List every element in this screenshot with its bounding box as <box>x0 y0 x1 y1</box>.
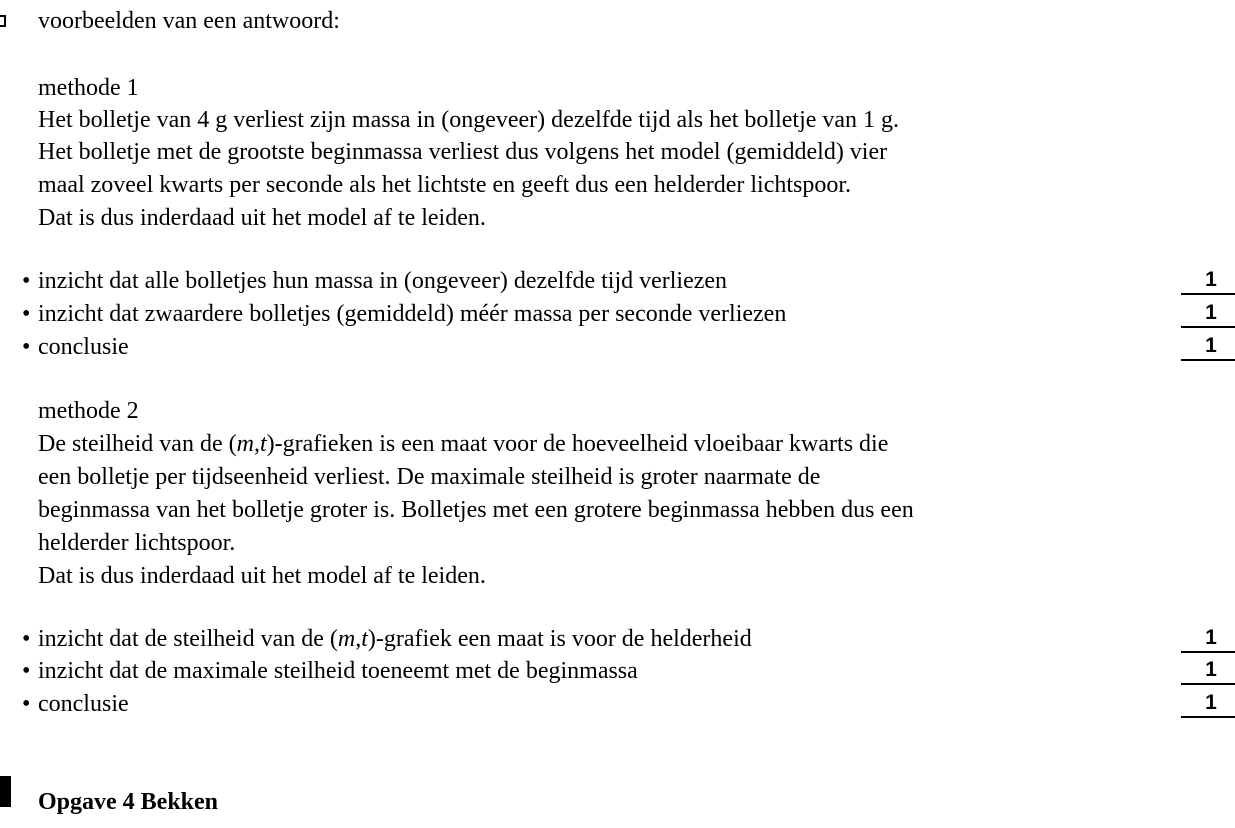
bullet: • <box>22 626 31 652</box>
bullet: • <box>22 691 31 717</box>
method1-criterion <box>22 265 727 297</box>
method2-criterion <box>22 623 752 655</box>
method2-line: Dat is dus inderdaad uit het model af te leiden. <box>38 563 486 589</box>
criterion-text: inzicht dat zwaardere bolletjes (gemiddeld) méér massa per seconde verliezen <box>38 301 787 327</box>
text-segment: , <box>355 626 362 652</box>
text-segment: inzicht dat de steilheid van de ( <box>38 626 338 652</box>
math-variable-t: t <box>361 626 368 652</box>
method2-criterion <box>22 688 129 720</box>
method2-line: een bolletje per tijdseenheid verliest. De maximale steilheid is groter naarmate de <box>38 464 821 490</box>
score-points: 1 <box>1181 691 1235 718</box>
section-marker-bar <box>0 776 11 807</box>
math-variable-t: t <box>259 431 267 457</box>
text-segment: , <box>253 431 260 457</box>
math-variable-m: m <box>236 431 254 457</box>
bullet: • <box>22 334 31 360</box>
method1-criterion <box>22 331 129 363</box>
method1-line: Dat is dus inderdaad uit het model af te leiden. <box>38 205 486 231</box>
bullet: • <box>22 301 31 327</box>
text-segment: )-grafiek een maat is voor de helderheid <box>367 626 752 652</box>
section-title: Opgave 4 Bekken <box>38 789 219 815</box>
intro-text: voorbeelden van een antwoord: <box>38 8 340 34</box>
criterion-text: conclusie <box>38 691 129 717</box>
score-points: 1 <box>1181 658 1235 685</box>
criterion-text: conclusie <box>38 334 129 360</box>
method1-heading: methode 1 <box>38 75 139 101</box>
bullet: • <box>22 658 31 684</box>
method2-line: beginmassa van het bolletje groter is. Bolletjes met een grotere beginmassa hebben dus een <box>38 497 914 523</box>
method2-criterion <box>22 655 638 687</box>
text-segment: De steilheid van de ( <box>38 431 237 457</box>
criterion-text: inzicht dat de maximale steilheid toeneemt met de beginmassa <box>38 658 638 684</box>
math-variable-m: m <box>337 626 356 652</box>
method1-line: maal zoveel kwarts per seconde als het lichtste en geeft dus een helderder lichtspoor. <box>38 172 852 198</box>
score-points: 1 <box>1181 626 1235 653</box>
method1-line: Het bolletje van 4 g verliest zijn massa in (ongeveer) dezelfde tijd als het bolletje van 1 g. <box>38 107 900 133</box>
method2-line <box>38 428 888 460</box>
bullet: • <box>22 268 31 294</box>
method2-line: helderder lichtspoor. <box>38 530 236 556</box>
score-points: 1 <box>1181 301 1235 328</box>
text-segment: )-grafieken is een maat voor de hoeveelheid vloeibaar kwarts die <box>266 431 889 457</box>
score-points: 1 <box>1181 268 1235 295</box>
score-points: 1 <box>1181 334 1235 361</box>
criterion-text: inzicht dat alle bolletjes hun massa in (ongeveer) dezelfde tijd verliezen <box>38 268 728 294</box>
method2-heading: methode 2 <box>38 398 139 424</box>
method1-line: Het bolletje met de grootste beginmassa verliest dus volgens het model (gemiddeld) vier <box>38 139 888 165</box>
question-marker <box>0 15 6 27</box>
method1-criterion <box>22 298 786 330</box>
